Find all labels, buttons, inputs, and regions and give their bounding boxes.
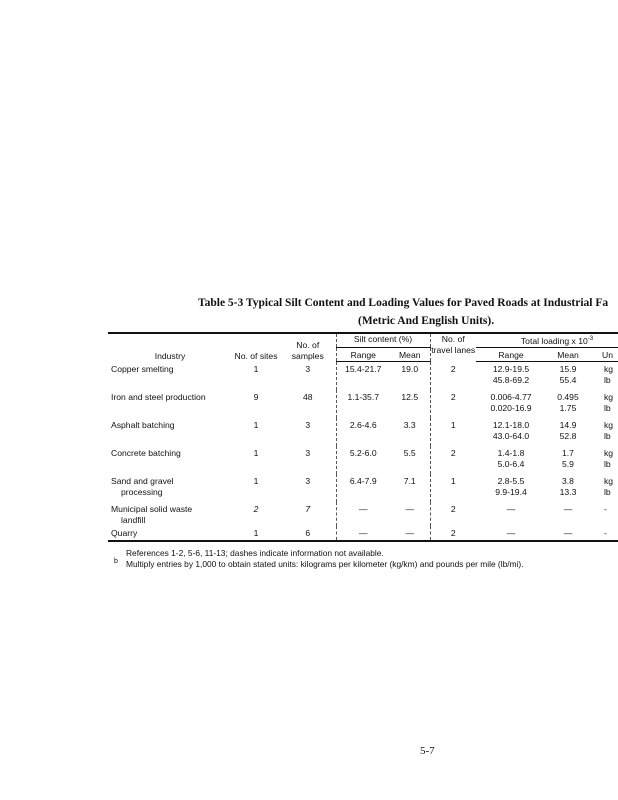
cell-loading-mean bbox=[546, 390, 590, 418]
loading-mean-english: 5.9 bbox=[562, 458, 574, 469]
header-total-loading-label: Total loading x 10 bbox=[520, 335, 588, 346]
cell-industry bbox=[108, 474, 232, 502]
cell-silt-mean: 3.3 bbox=[403, 419, 416, 430]
units-english: lb bbox=[604, 375, 611, 385]
cell-units bbox=[590, 362, 618, 390]
header-silt-mean: Mean bbox=[390, 348, 430, 362]
cell-silt-mean: — bbox=[405, 503, 415, 514]
footnote-mark: b bbox=[114, 558, 118, 565]
cell-industry: Concrete batching bbox=[111, 447, 181, 458]
cell-silt-range: — bbox=[336, 502, 390, 526]
loading-mean-metric: 15.9 bbox=[559, 364, 577, 374]
cell-industry: Copper smelting bbox=[111, 363, 174, 374]
loading-mean-metric: 3.8 bbox=[562, 475, 574, 486]
cell-samples: 3 bbox=[305, 363, 311, 374]
cell-units bbox=[590, 474, 618, 502]
cell-samples: 7 bbox=[305, 503, 311, 514]
cell-loading-mean bbox=[546, 418, 590, 446]
loading-range-metric: 0.006-4.77 bbox=[490, 391, 532, 402]
loading-mean-english: 1.75 bbox=[559, 402, 577, 413]
table-row bbox=[108, 474, 618, 502]
table-container bbox=[108, 332, 618, 548]
header-loading-range: Range bbox=[476, 348, 546, 362]
cell-loading-mean: — bbox=[546, 526, 590, 541]
table-row bbox=[108, 362, 618, 390]
footnote-b-text: Multiply entries by 1,000 to obtain stated units: kilograms per kilometer (kg/km) and pounds per mile (lb/mi). bbox=[126, 559, 524, 569]
header-total-loading bbox=[476, 333, 618, 348]
industry-line-1: Municipal solid waste bbox=[111, 503, 193, 514]
caption-line-2: (Metric And English Units). bbox=[358, 315, 495, 327]
cell-industry bbox=[108, 502, 232, 526]
cell-loading-mean bbox=[546, 474, 590, 502]
cell-lanes: 1 bbox=[430, 418, 476, 446]
loading-mean-metric: 1.7 bbox=[562, 447, 574, 458]
footnote-b bbox=[108, 559, 618, 570]
cell-loading-range bbox=[476, 446, 546, 474]
header-sites: No. of sites bbox=[234, 350, 278, 361]
caption-line-1: Table 5-3 Typical Silt Content and Loading Values for Paved Roads at Industrial Fa bbox=[198, 297, 609, 309]
cell-sites: 1 bbox=[232, 526, 280, 541]
header-silt-content: Silt content (%) bbox=[336, 333, 430, 348]
units-metric: kg bbox=[604, 447, 614, 458]
table-row bbox=[108, 390, 618, 418]
cell-units bbox=[590, 390, 618, 418]
cell-silt-range: 15.4-21.7 bbox=[336, 362, 390, 390]
loading-mean-metric: 14.9 bbox=[559, 419, 577, 430]
industry-line-2: landfill bbox=[121, 514, 146, 525]
loading-range-english: 45.8-69.2 bbox=[492, 375, 530, 385]
header-lanes: No. of travel lanes bbox=[430, 333, 476, 362]
loading-range-english: 0.020-16.9 bbox=[490, 402, 532, 413]
header-silt-range: Range bbox=[336, 348, 390, 362]
industry-line-2: processing bbox=[121, 486, 163, 497]
cell-units: - bbox=[590, 526, 618, 541]
cell-samples: 48 bbox=[302, 391, 313, 402]
cell-loading-mean bbox=[546, 446, 590, 474]
units-metric: kg bbox=[604, 364, 614, 374]
table-footnotes bbox=[108, 548, 618, 570]
cell-silt-range: 2.6-4.6 bbox=[336, 418, 390, 446]
cell-sites: 1 bbox=[253, 363, 259, 374]
footnote-references: References 1-2, 5-6, 11-13; dashes indicate information not available. bbox=[126, 548, 384, 558]
cell-lanes: 2 bbox=[430, 390, 476, 418]
table-row bbox=[108, 526, 618, 541]
header-industry: Industry bbox=[154, 350, 186, 361]
cell-silt-mean: 5.5 bbox=[403, 447, 416, 458]
cell-samples: 3 bbox=[305, 447, 311, 458]
industry-line-1: Sand and gravel bbox=[111, 475, 174, 486]
cell-loading-range bbox=[476, 474, 546, 502]
silt-loading-table bbox=[108, 332, 618, 542]
cell-loading-range: — bbox=[476, 526, 546, 541]
cell-sites: 9 bbox=[253, 391, 259, 402]
cell-samples: 6 bbox=[280, 526, 336, 541]
units-english: lb bbox=[604, 430, 611, 441]
cell-silt-range: 6.4-7.9 bbox=[336, 474, 390, 502]
table-row bbox=[108, 502, 618, 526]
loading-range-english: 43.0-64.0 bbox=[492, 430, 530, 441]
cell-samples: 3 bbox=[305, 475, 311, 486]
cell-sites: 1 bbox=[253, 447, 259, 458]
units-metric: kg bbox=[604, 475, 614, 486]
cell-lanes: 1 bbox=[430, 474, 476, 502]
cell-loading-mean bbox=[546, 362, 590, 390]
loading-mean-english: 52.8 bbox=[559, 430, 577, 441]
cell-loading-range: — bbox=[506, 503, 516, 514]
units-english: lb bbox=[604, 458, 611, 469]
loading-range-english: 9.9-19.4 bbox=[495, 486, 527, 497]
loading-mean-english: 55.4 bbox=[559, 375, 577, 385]
cell-sites: 1 bbox=[253, 419, 259, 430]
cell-units: - bbox=[604, 503, 607, 514]
cell-lanes: 2 bbox=[430, 362, 476, 390]
loading-range-metric: 12.1-18.0 bbox=[492, 419, 530, 430]
cell-silt-range: 1.1-35.7 bbox=[336, 390, 390, 418]
cell-lanes: 2 bbox=[430, 446, 476, 474]
units-metric: kg bbox=[604, 419, 614, 430]
cell-silt-mean: 19.0 bbox=[401, 364, 419, 374]
cell-lanes: 2 bbox=[430, 526, 476, 541]
loading-range-metric: 12.9-19.5 bbox=[492, 364, 530, 374]
page-number: 5-7 bbox=[420, 745, 435, 757]
cell-lanes: 2 bbox=[430, 502, 476, 526]
units-english: lb bbox=[604, 402, 611, 413]
loading-mean-metric: 0.495 bbox=[557, 391, 579, 402]
cell-silt-range: — bbox=[336, 526, 390, 541]
units-metric: kg bbox=[604, 391, 614, 402]
cell-silt-mean: 7.1 bbox=[403, 475, 416, 486]
units-english: lb bbox=[604, 486, 611, 497]
table-row bbox=[108, 418, 618, 446]
cell-units bbox=[590, 446, 618, 474]
cell-silt-range: 5.2-6.0 bbox=[336, 446, 390, 474]
loading-range-metric: 2.8-5.5 bbox=[497, 475, 525, 486]
table-row bbox=[108, 446, 618, 474]
cell-silt-mean: 12.5 bbox=[401, 391, 419, 402]
cell-loading-range bbox=[476, 362, 546, 390]
header-samples: No. of samples bbox=[291, 339, 324, 361]
loading-range-english: 5.0-6.4 bbox=[497, 458, 525, 469]
header-total-loading-exp: -3 bbox=[587, 336, 594, 342]
header-loading-units: Un bbox=[590, 348, 618, 362]
cell-sites: 1 bbox=[253, 475, 259, 486]
cell-loading-range bbox=[476, 390, 546, 418]
loading-range-metric: 1.4-1.8 bbox=[497, 447, 525, 458]
cell-silt-mean: — bbox=[390, 526, 430, 541]
cell-samples: 3 bbox=[305, 419, 311, 430]
cell-loading-mean: — bbox=[563, 503, 573, 514]
cell-loading-range bbox=[476, 418, 546, 446]
header-loading-mean: Mean bbox=[546, 348, 590, 362]
loading-mean-english: 13.3 bbox=[559, 486, 577, 497]
cell-units bbox=[590, 418, 618, 446]
cell-industry: Iron and steel production bbox=[111, 391, 206, 402]
cell-sites: 2 bbox=[253, 503, 259, 514]
cell-industry: Asphalt batching bbox=[111, 419, 175, 430]
cell-industry: Quarry bbox=[108, 526, 232, 541]
